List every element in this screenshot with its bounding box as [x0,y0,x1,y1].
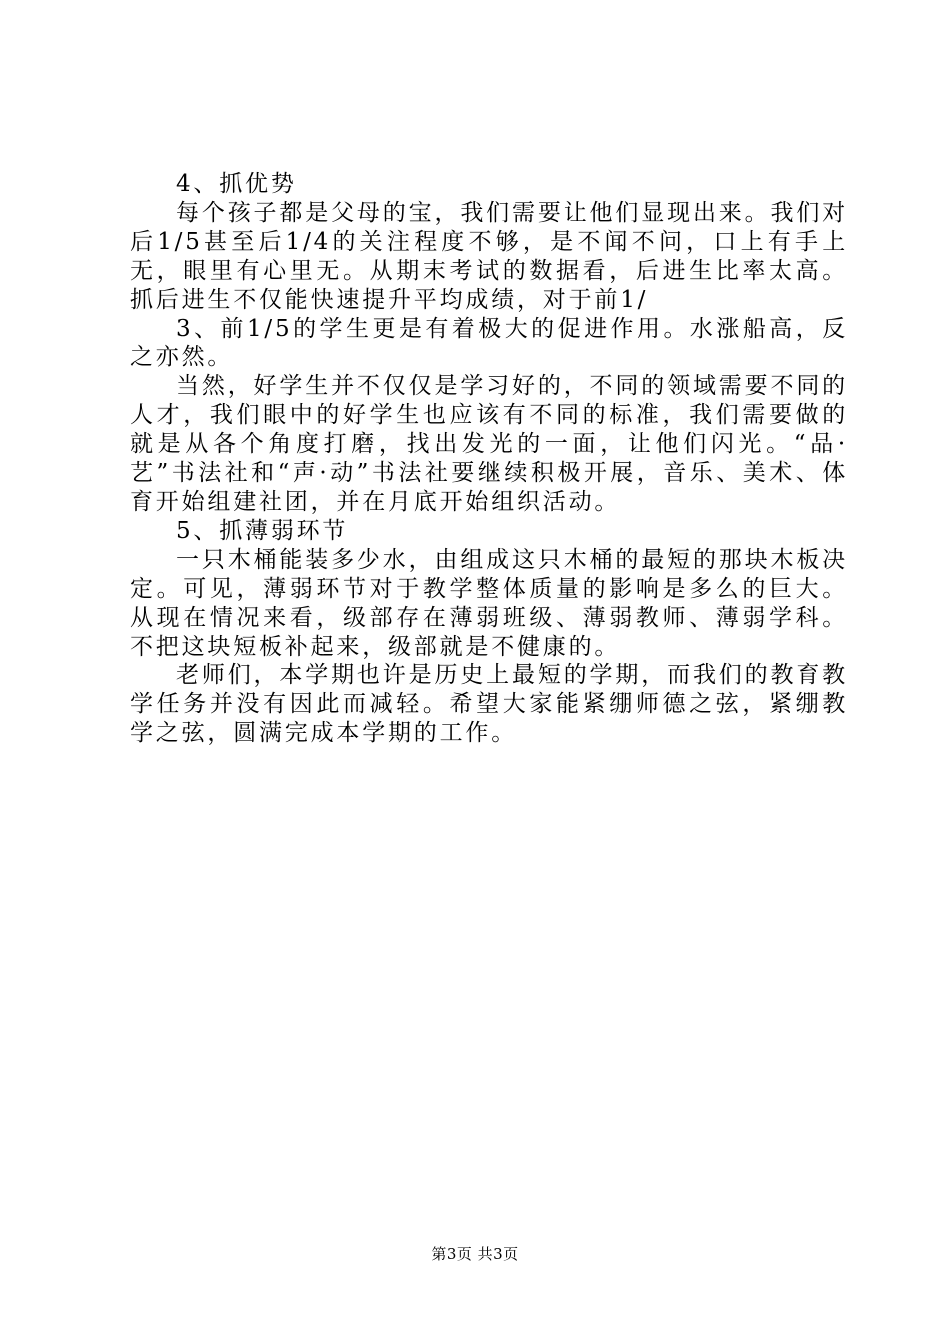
paragraph: 每个孩子都是父母的宝，我们需要让他们显现出来。我们对后1/5甚至后1/4的关注程度不够，是不闻不问，口上有手上无，眼里有心里无。从期末考试的数据看，后进生比率太高。抓后进生不仅能快速提升平均成绩，对于前1/ [130,199,848,313]
paragraph: 老师们，本学期也许是历史上最短的学期，而我们的教育教学任务并没有因此而减轻。希望大家能紧绷师德之弦，紧绷教学之弦，圆满完成本学期的工作。 [130,662,848,747]
paragraph: 3、前1/5的学生更是有着极大的促进作用。水涨船高，反之亦然。 [130,315,848,371]
document-body [130,170,848,748]
paragraph: 一只木桶能装多少水，由组成这只木桶的最短的那块木板决定。可见，薄弱环节对于教学整体质量的影响是多么的巨大。从现在情况来看，级部存在薄弱班级、薄弱教师、薄弱学科。不把这块短板补起来，级部就是不健康的。 [130,546,848,660]
page-number-footer: 第3页 共3页 [431,1245,519,1263]
paragraph: 当然，好学生并不仅仅是学习好的，不同的领域需要不同的人才，我们眼中的好学生也应该有不同的标准，我们需要做的就是从各个角度打磨，找出发光的一面，让他们闪光。“品·艺”书法社和“声·动”书法社要继续积极开展，音乐、美术、体育开始组建社团，并在月底开始组织活动。 [130,373,848,515]
section-heading-weak-links: 5、抓薄弱环节 [176,517,349,544]
section-heading-advantages: 4、抓优势 [176,171,297,197]
